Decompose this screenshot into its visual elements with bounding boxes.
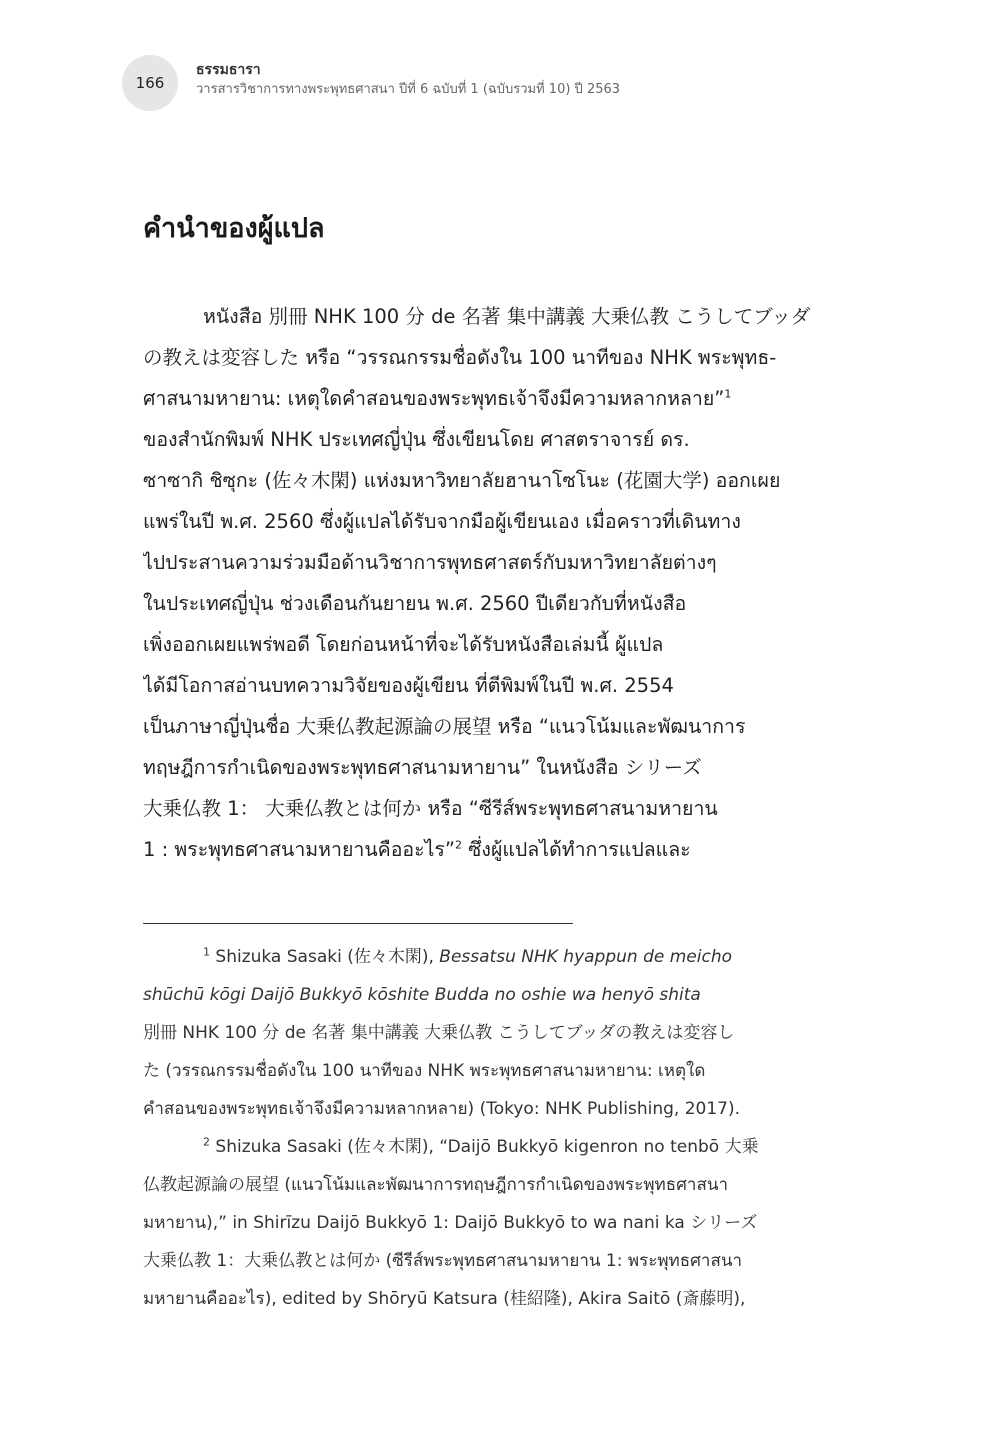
footnote-line: shūchū kōgi Daijō Bukkyō kōshite Budda no oshie wa henyō shita [143,985,701,1005]
footnote-1 [143,938,833,976]
body-line: ทฤษฎีการกำเนิดของพระพุทธศาสนามหายาน” ในหนังสือ シリーズ [143,756,702,779]
body-line: เป็นภาษาญี่ปุ่นชื่อ 大乗仏教起源論の展望 หรือ “แนวโน้มและพัฒนาการ [143,715,746,738]
footnote-text: Shizuka Sasaki (佐々木閑), [210,947,440,967]
section-title: คำนำของผู้แปล [143,213,325,244]
body-line: ไปประสานความร่วมมือด้านวิชาการพุทธศาสตร์กับมหาวิทยาลัยต่างๆ [143,551,717,574]
body-line: แพร่ในปี พ.ศ. 2560 ซึ่งผู้แปลได้รับจากมือผู้เขียนเอง เมื่อคราวที่เดินทาง [143,510,741,533]
body-line [143,378,833,419]
body-line: ในประเทศญี่ปุ่น ช่วงเดือนกันยายน พ.ศ. 2560 ปีเดียวกับที่หนังสือ [143,592,687,615]
body-paragraph [143,296,833,870]
footnote-mark-2: 2 [203,1135,210,1149]
body-line: หนังสือ 別冊 NHK 100 分 de 名著 集中講義 大乗仏教 こうしてブッダ [203,305,811,328]
body-line: 大乗仏教 1： 大乗仏教とは何か หรือ “ซีรีส์พระพุทธศาสนามหายาน [143,797,718,820]
body-line: ของสำนักพิมพ์ NHK ประเทศญี่ปุ่น ซึ่งเขียนโดย ศาสตราจารย์ ดร. [143,428,690,451]
body-line [143,829,833,870]
footnote-line: 大乗仏教 1：大乗仏教とは何か (ซีรีส์พระพุทธศาสนามหายาน 1: พระพุทธศาสนา [143,1251,743,1271]
body-line: ซาซากิ ชิซุกะ (佐々木閑) แห่งมหาวิทยาลัยฮานาโซโนะ (花園大学) ออกเผย [143,469,781,492]
footnote-title-italic: Bessatsu NHK hyappun de meicho [439,947,733,967]
footnote-line: 別冊 NHK 100 分 de 名著 集中講義 大乗仏教 こうしてブッダの教えは変容し [143,1023,735,1043]
body-line: の教えは変容した หรือ “วรรณกรรมชื่อดังใน 100 นาทีของ NHK พระพุทธ- [143,346,777,369]
footnotes [143,938,833,1318]
footnote-line: คำสอนของพระพุทธเจ้าจึงมีความหลากหลาย) (Tokyo: NHK Publishing, 2017). [143,1099,741,1119]
footnote-line: มหายาน),” in Shirīzu Daijō Bukkyō 1: Daijō Bukkyō to wa nani ka シリーズ [143,1213,758,1233]
body-line-text: ศาสนามหายาน: เหตุใดคำสอนของพระพุทธเจ้าจึงมีความหลากหลาย” [143,387,725,410]
body-line: เพิ่งออกเผยแพร่พอดี โดยก่อนหน้าที่จะได้รับหนังสือเล่มนี้ ผู้แปล [143,633,664,656]
journal-name: ธรรมธารา [196,62,261,78]
footnote-line: 仏教起源論の展望 (แนวโน้มและพัฒนาการทฤษฎีการกำเนิดของพระพุทธศาสนา [143,1175,728,1195]
body-line: ได้มีโอกาสอ่านบทความวิจัยของผู้เขียน ที่ตีพิมพ์ในปี พ.ศ. 2554 [143,674,674,697]
page-number: 166 [122,55,178,111]
footnote-ref-1[interactable]: 1 [724,387,732,401]
footnote-2 [143,1128,833,1166]
body-line-text: 1 : พระพุทธศาสนามหายานคืออะไร” [143,838,455,861]
running-header [196,60,620,100]
body-line-text: ซึ่งผู้แปลได้ทำการแปลและ [461,838,691,861]
footnote-line: มหายานคืออะไร), edited by Shōryū Katsura (桂紹隆), Akira Saitō (斎藤明), [143,1289,746,1309]
footnote-divider [143,923,573,924]
journal-issue: วารสารวิชาการทางพระพุทธศาสนา ปีที่ 6 ฉบับที่ 1 (ฉบับรวมที่ 10) ปี 2563 [196,82,621,97]
footnote-line: た (วรรณกรรมชื่อดังใน 100 นาทีของ NHK พระพุทธศาสนามหายาน: เหตุใด [143,1061,706,1081]
footnote-text: Shizuka Sasaki (佐々木閑), “Daijō Bukkyō kigenron no tenbō 大乗 [210,1137,759,1157]
footnote-ref-2[interactable]: 2 [454,838,462,852]
footnote-mark-1: 1 [203,945,210,959]
